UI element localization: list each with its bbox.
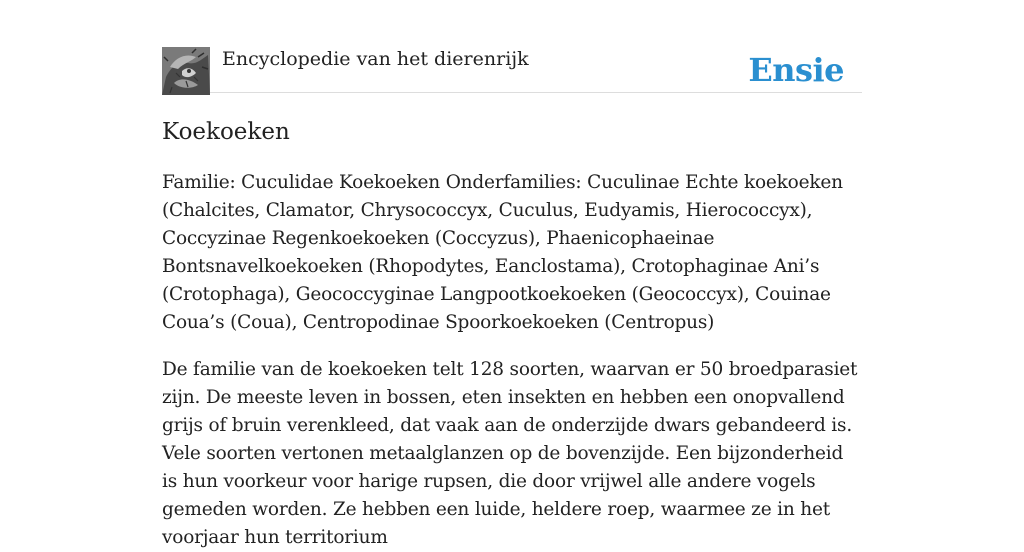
article-paragraph: De familie van de koekoeken telt 128 soorten, waarvan er 50 broedparasiet zijn. De meeste leven in bossen, eten insekten en hebben een onopvallend grijs of bruin verenkleed, dat vaak aan de onderzijde dwars gebandeerd is. Vele soorten vertonen metaalglanzen op de bovenzijde. Een bijzonderheid is hun voorkeur voor harige rupsen, die door vrijwel alle andere vogels gemeden worden. Ze hebben een luide, heldere roep, waarmee ze in het voorjaar hun territorium [162,359,858,548]
site-title[interactable]: Encyclopedie van het dierenrijk [222,48,529,70]
avatar[interactable] [162,47,210,95]
animal-engraving-icon [162,47,210,95]
brand-logo[interactable]: Ensie [748,51,844,89]
article-paragraph: Familie: Cuculidae Koekoeken Onderfamilies: Cuculinae Echte koekoeken (Chalcites, Clamator, Chrysococcyx, Cuculus, Eudyamis, Hierococcyx), Coccyzinae Regenkoekoeken (Coccyzus), Phaenicophaeinae Bontsnavelkoekoeken (Rhopodytes, Eanclostama), Crotophaginae Ani’s (Crotophaga), Geococcyginae Langpootkoekoeken (Geococcyx), Couinae Coua’s (Coua), Centropodinae Spoorkoekoeken (Centropus) [162,172,843,333]
site-header [162,46,862,93]
page-title: Koekoeken [162,119,290,145]
content-column [162,46,862,552]
